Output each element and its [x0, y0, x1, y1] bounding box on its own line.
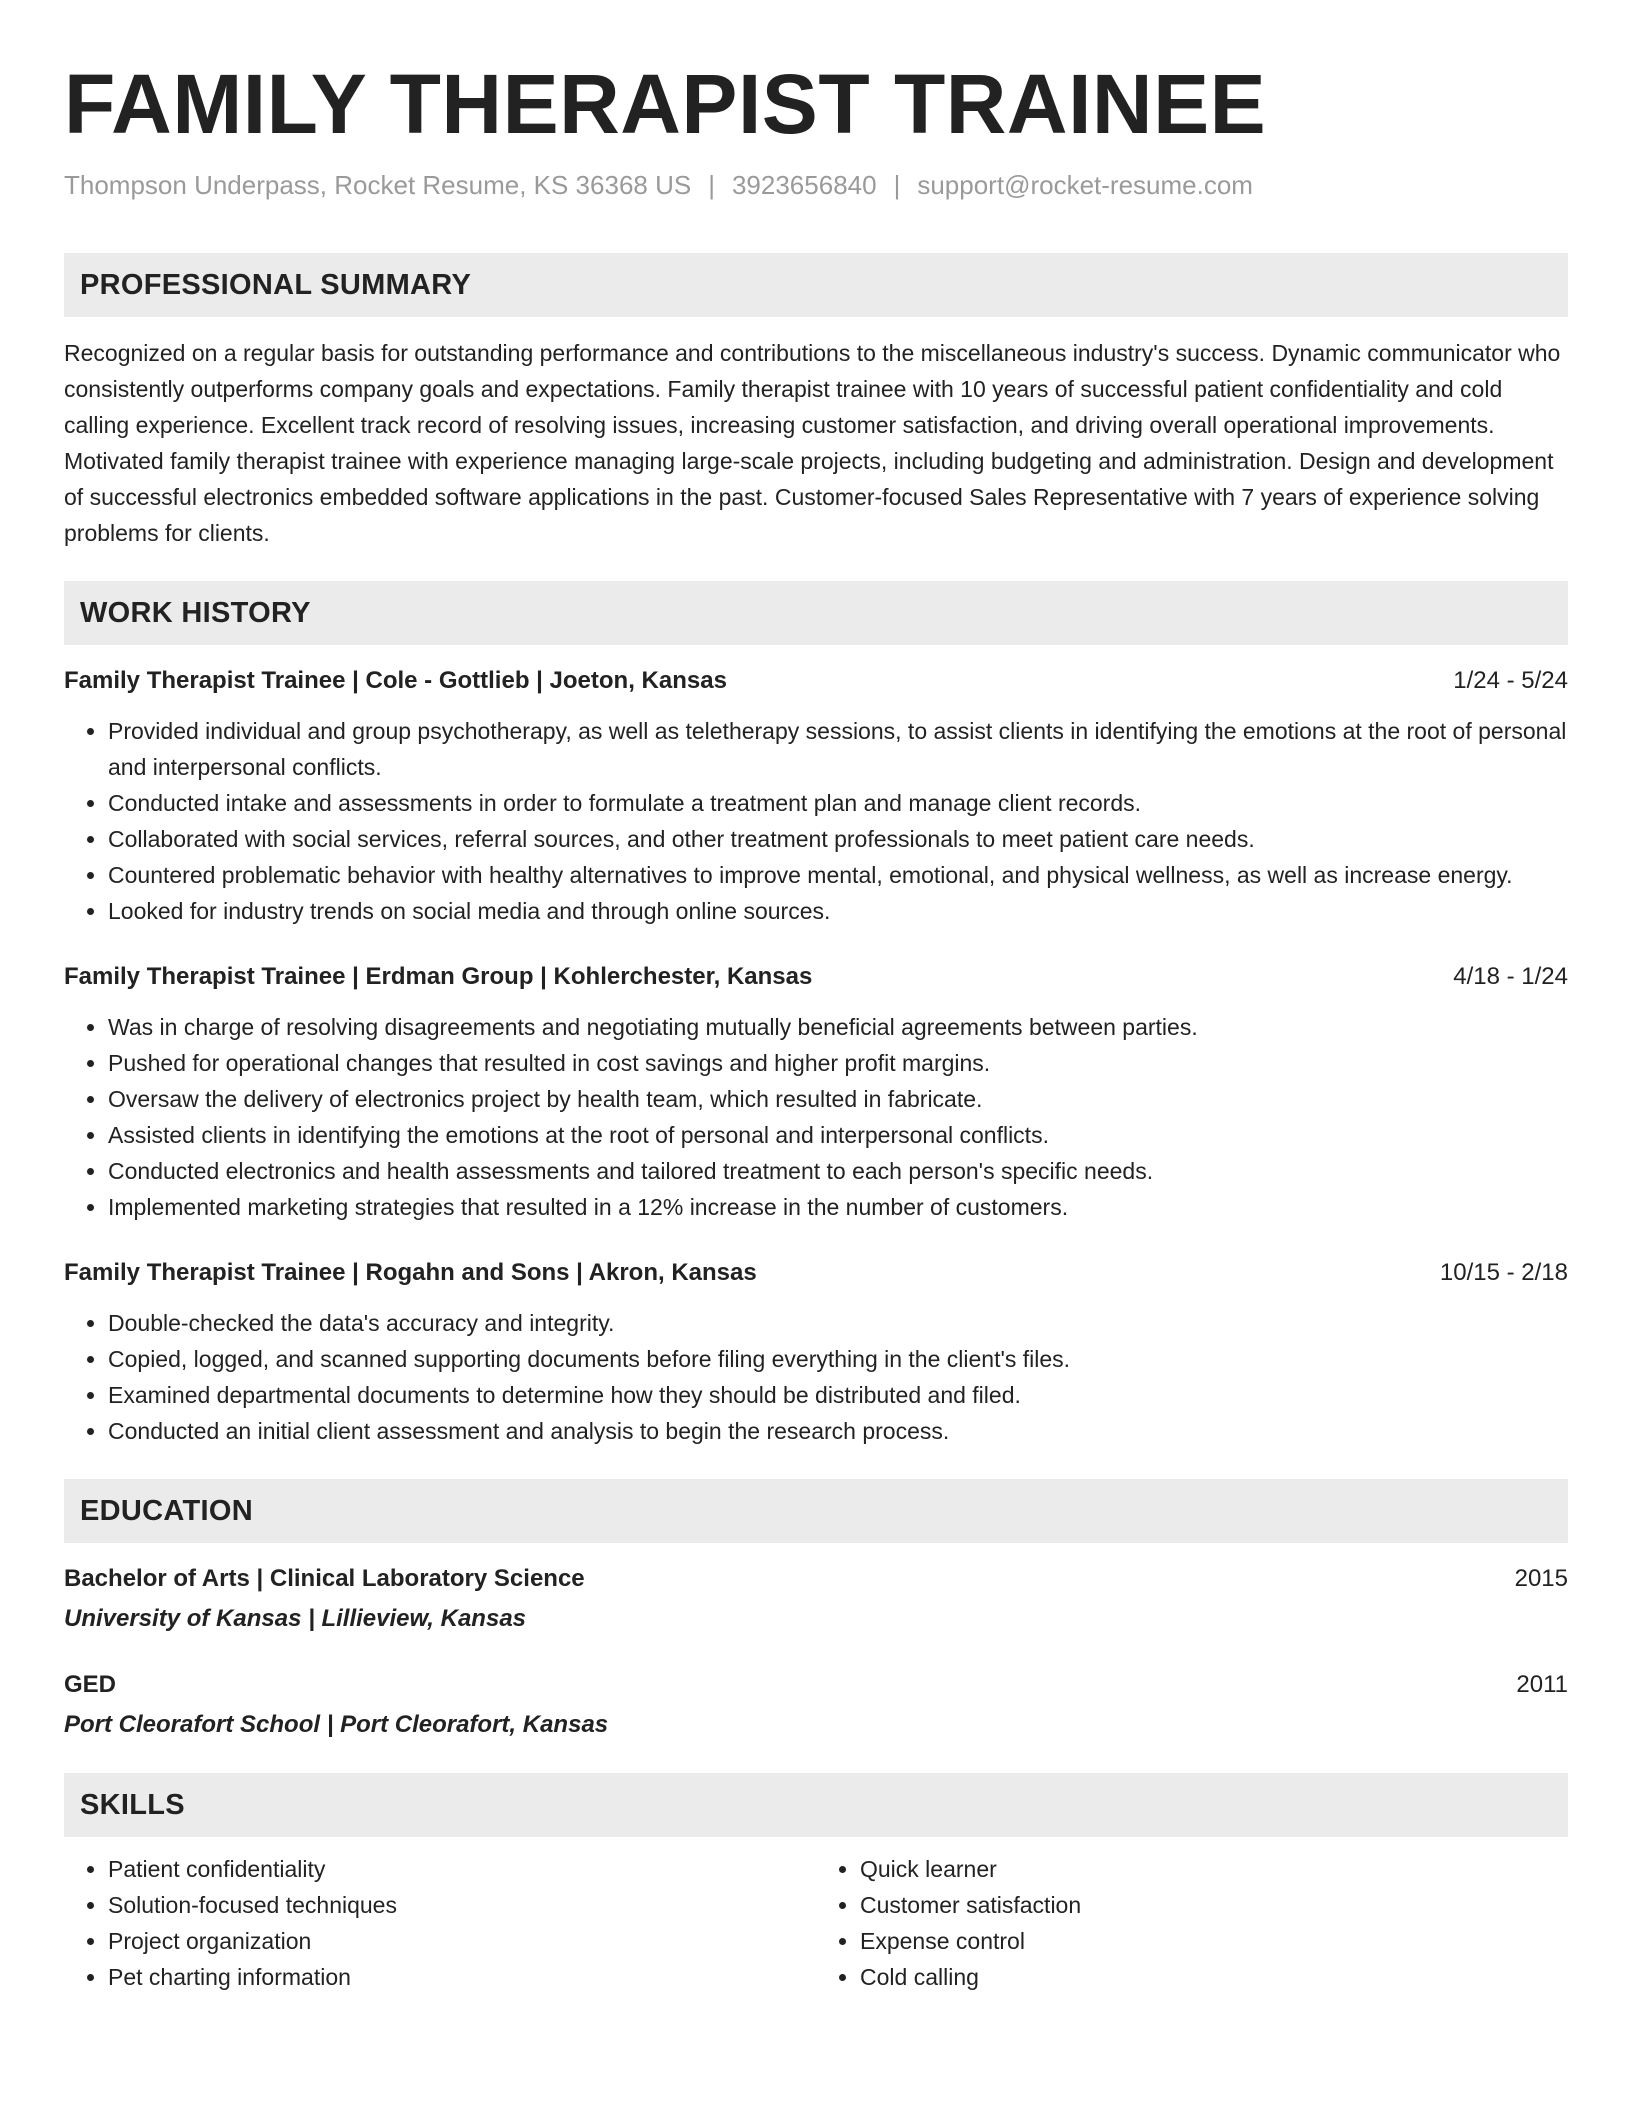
- education-degree: Bachelor of Arts | Clinical Laboratory Science: [64, 1565, 585, 1593]
- job-bullets: [64, 1009, 1568, 1225]
- list-item: • Countered problematic behavior with healthy alternatives to improve mental, emotional, and physical wellness, as well as increase energy.: [108, 857, 1568, 893]
- job-dates: 4/18 - 1/24: [1453, 963, 1568, 991]
- education-school: Port Cleorafort School | Port Cleorafort, Kansas: [64, 1711, 609, 1739]
- list-item: • Pushed for operational changes that resulted in cost savings and higher profit margins.: [108, 1045, 1568, 1081]
- summary-heading: PROFESSIONAL SUMMARY: [64, 253, 1568, 317]
- job-dates: 1/24 - 5/24: [1453, 667, 1568, 695]
- job-bullets: [64, 1305, 1568, 1449]
- list-item: • Conducted intake and assessments in order to formulate a treatment plan and manage client records.: [108, 785, 1568, 821]
- skill-item: • Pet charting information: [108, 1959, 816, 1995]
- job-title: Family Therapist Trainee | Rogahn and Sons | Akron, Kansas: [64, 1259, 757, 1287]
- education-entry: [64, 1667, 1568, 1743]
- education-header: [64, 1561, 1568, 1597]
- education-degree: GED: [64, 1671, 117, 1699]
- education-school: University of Kansas | Lillieview, Kansas: [64, 1605, 527, 1633]
- job-entry: [64, 1255, 1568, 1449]
- list-item: • Conducted an initial client assessment and analysis to begin the research process.: [108, 1413, 1568, 1449]
- contact-email: support@rocket-resume.com: [917, 170, 1253, 201]
- education-header: [64, 1667, 1568, 1703]
- skill-item: • Solution-focused techniques: [108, 1887, 816, 1923]
- job-title: Family Therapist Trainee | Cole - Gottlieb | Joeton, Kansas: [64, 667, 727, 695]
- list-item: • Assisted clients in identifying the emotions at the root of personal and interpersonal conflicts.: [108, 1117, 1568, 1153]
- contact-address: Thompson Underpass, Rocket Resume, KS 36368 US: [64, 170, 692, 201]
- skill-item: • Patient confidentiality: [108, 1851, 816, 1887]
- contact-line: [64, 170, 1568, 201]
- education-year: 2011: [1516, 1671, 1568, 1699]
- job-header: [64, 959, 1568, 995]
- summary-text: Recognized on a regular basis for outstanding performance and contributions to the miscellaneous industry's success. Dynamic communicator who consistently outperforms company goals and expectations. Family therapist trainee with 10 years of successful patient confidentiality and cold calling experience. Excellent track record of resolving issues, increasing customer satisfaction, and driving overall operational improvements. Motivated family therapist trainee with experience managing large-scale projects, including budgeting and administration. Design and development of successful electronics embedded software applications in the past. Customer-focused Sales Representative with 7 years of experience solving problems for clients.: [64, 340, 1561, 547]
- list-item: • Provided individual and group psychotherapy, as well as teletherapy sessions, to assist clients in identifying the emotions at the root of personal and interpersonal conflicts.: [108, 713, 1568, 785]
- list-item: • Conducted electronics and health assessments and tailored treatment to each person's specific needs.: [108, 1153, 1568, 1189]
- skill-item: • Quick learner: [860, 1851, 1568, 1887]
- skills-column-right: [816, 1851, 1568, 1995]
- skill-item: • Project organization: [108, 1923, 816, 1959]
- job-entry: [64, 663, 1568, 929]
- list-item: • Was in charge of resolving disagreements and negotiating mutually beneficial agreements between parties.: [108, 1009, 1568, 1045]
- list-item: • Oversaw the delivery of electronics project by health team, which resulted in fabricate.: [108, 1081, 1568, 1117]
- list-item: • Implemented marketing strategies that resulted in a 12% increase in the number of customers.: [108, 1189, 1568, 1225]
- candidate-name: FAMILY THERAPIST TRAINEE: [64, 57, 1267, 151]
- contact-separator: |: [708, 170, 715, 201]
- work-history-heading: WORK HISTORY: [64, 581, 1568, 645]
- contact-phone: 3923656840: [731, 170, 877, 201]
- education-year: 2015: [1514, 1565, 1568, 1593]
- job-bullets: [64, 713, 1568, 929]
- skill-item: • Expense control: [860, 1923, 1568, 1959]
- job-header: [64, 1255, 1568, 1291]
- list-item: • Double-checked the data's accuracy and integrity.: [108, 1305, 1568, 1341]
- skills-list: [64, 1851, 1568, 1995]
- education-entry: [64, 1561, 1568, 1637]
- list-item: • Examined departmental documents to determine how they should be distributed and filed.: [108, 1377, 1568, 1413]
- list-item: • Looked for industry trends on social media and through online sources.: [108, 893, 1568, 929]
- job-dates: 10/15 - 2/18: [1439, 1259, 1568, 1287]
- education-heading: EDUCATION: [64, 1479, 1568, 1543]
- job-title: Family Therapist Trainee | Erdman Group | Kohlerchester, Kansas: [64, 963, 813, 991]
- job-header: [64, 663, 1568, 699]
- job-entry: [64, 959, 1568, 1225]
- list-item: • Copied, logged, and scanned supporting documents before filing everything in the client's files.: [108, 1341, 1568, 1377]
- skill-item: • Customer satisfaction: [860, 1887, 1568, 1923]
- skill-item: • Cold calling: [860, 1959, 1568, 1995]
- contact-separator: |: [893, 170, 901, 201]
- list-item: • Collaborated with social services, referral sources, and other treatment professionals to meet patient care needs.: [108, 821, 1568, 857]
- skills-heading: SKILLS: [64, 1773, 1568, 1837]
- skills-column-left: [64, 1851, 816, 1995]
